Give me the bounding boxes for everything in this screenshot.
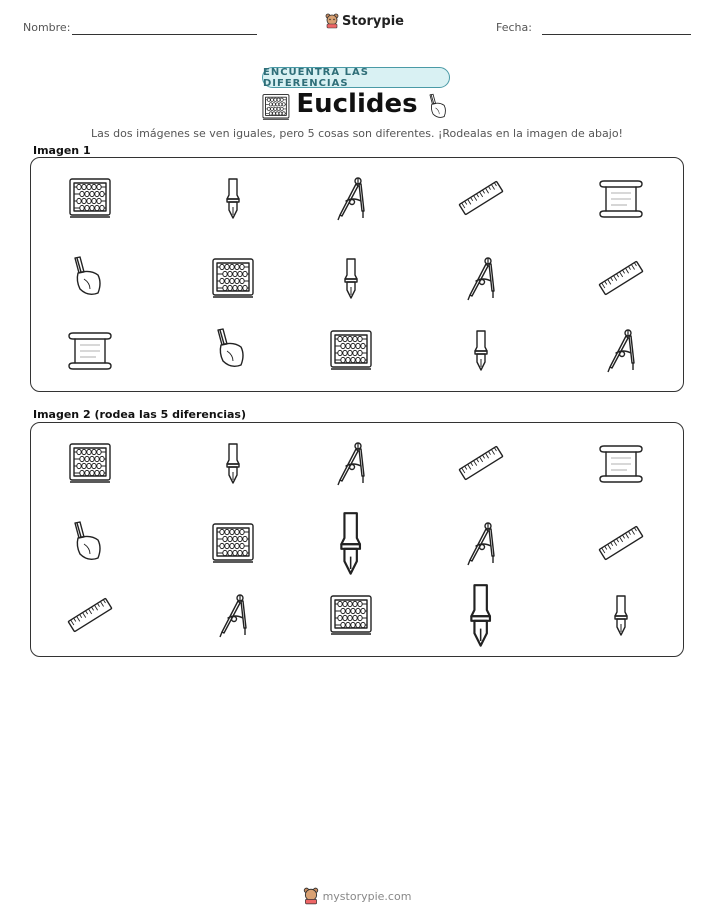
date-line[interactable]	[542, 34, 691, 35]
pen-icon	[445, 579, 516, 650]
grid-cell[interactable]	[67, 520, 113, 566]
grid-cell[interactable]	[328, 440, 374, 486]
bear-footer-icon	[303, 887, 319, 905]
footer-url: mystorypie.com	[322, 889, 412, 903]
scroll-icon	[67, 327, 113, 373]
trowel-icon	[210, 327, 256, 373]
grid-cell[interactable]	[210, 520, 256, 566]
grid-cell[interactable]	[598, 592, 644, 638]
abacus-icon	[67, 175, 113, 221]
grid-cell	[328, 175, 374, 221]
grid-cell	[210, 255, 256, 301]
pen-icon	[328, 255, 374, 301]
grid-cell[interactable]	[210, 592, 256, 638]
ruler-icon	[598, 520, 644, 566]
compass-icon	[210, 592, 256, 638]
compass-icon	[328, 440, 374, 486]
abacus-icon	[328, 592, 374, 638]
ruler-icon	[458, 440, 504, 486]
image2-panel[interactable]	[30, 422, 684, 657]
trowel-icon	[67, 255, 113, 301]
grid-cell	[67, 327, 113, 373]
grid-cell[interactable]	[445, 579, 516, 650]
pen-icon	[210, 440, 256, 486]
ruler-icon	[458, 175, 504, 221]
grid-cell	[598, 175, 644, 221]
instructions-text: Las dos imágenes se ven iguales, pero 5 cosas son diferentes. ¡Rodealas en la imagen de abajo!	[91, 127, 623, 140]
date-label: Fecha:	[496, 21, 532, 34]
name-label: Nombre:	[23, 21, 71, 34]
scroll-icon	[598, 175, 644, 221]
abacus-icon	[210, 520, 256, 566]
grid-cell[interactable]	[458, 440, 504, 486]
brand-logo	[325, 13, 404, 29]
trowel-icon	[67, 520, 113, 566]
compass-icon	[458, 255, 504, 301]
abacus-icon	[328, 327, 374, 373]
name-line[interactable]	[72, 34, 257, 35]
grid-cell[interactable]	[598, 440, 644, 486]
pen-icon	[210, 175, 256, 221]
grid-cell[interactable]	[210, 440, 256, 486]
page-title: Euclides	[296, 89, 418, 119]
image1-label: Imagen 1	[33, 144, 91, 157]
grid-cell[interactable]	[328, 592, 374, 638]
grid-cell[interactable]	[67, 440, 113, 486]
grid-cell	[598, 255, 644, 301]
image1-panel	[30, 157, 684, 392]
grid-cell	[458, 255, 504, 301]
worksheet-badge: ENCUENTRA LAS DIFERENCIAS	[262, 67, 450, 88]
grid-cell[interactable]	[458, 520, 504, 566]
image2-label: Imagen 2 (rodea las 5 diferencias)	[33, 408, 247, 421]
grid-cell	[328, 327, 374, 373]
abacus-icon	[210, 255, 256, 301]
bear-logo-icon	[325, 13, 339, 29]
grid-cell	[67, 175, 113, 221]
ruler-icon	[598, 255, 644, 301]
pen-icon	[598, 592, 644, 638]
pen-icon	[458, 327, 504, 373]
abacus-icon	[67, 440, 113, 486]
grid-cell	[210, 327, 256, 373]
grid-cell[interactable]	[598, 520, 644, 566]
grid-cell	[210, 175, 256, 221]
compass-icon	[598, 327, 644, 373]
pen-icon	[315, 507, 386, 578]
ruler-icon	[67, 592, 113, 638]
grid-cell	[458, 175, 504, 221]
trowel-icon	[425, 93, 454, 122]
compass-icon	[328, 175, 374, 221]
grid-cell[interactable]	[315, 507, 386, 578]
grid-cell	[458, 327, 504, 373]
grid-cell[interactable]	[67, 592, 113, 638]
scroll-icon	[598, 440, 644, 486]
brand-name: Storypie	[342, 13, 404, 29]
compass-icon	[458, 520, 504, 566]
grid-cell	[67, 255, 113, 301]
grid-cell	[598, 327, 644, 373]
grid-cell	[328, 255, 374, 301]
footer	[0, 887, 714, 905]
title-trowel-decoration	[425, 93, 454, 126]
